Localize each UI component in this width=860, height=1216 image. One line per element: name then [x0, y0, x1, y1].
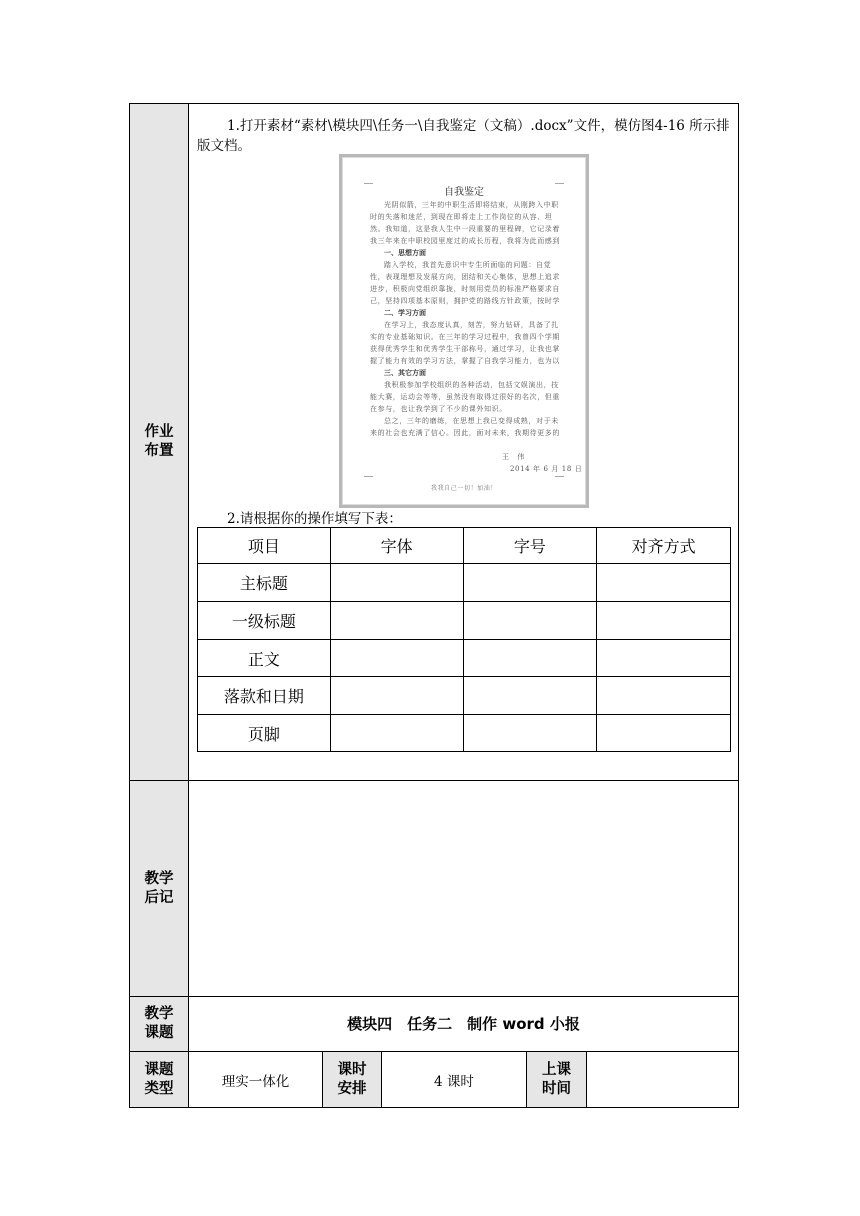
format-table-header-row	[198, 528, 731, 564]
topic-label-line1: 教学	[144, 1006, 174, 1022]
preview-sign-date: 2014 年 6 月 18 日	[510, 465, 583, 473]
hours-value-cell	[381, 1051, 527, 1108]
table-row	[198, 602, 731, 640]
time-label-line1: 上课	[542, 1061, 571, 1078]
table-row	[198, 677, 731, 715]
header-size: 字号	[463, 528, 597, 564]
homework-label-line2: 布置	[144, 443, 174, 459]
row-label-body: 正文	[198, 640, 331, 677]
topic-title: 模块四 任务二 制作 word 小报	[347, 1014, 580, 1033]
instruction-2: 2.请根据你的操作填写下表：	[227, 511, 402, 527]
table-row	[198, 564, 731, 602]
type-label-line2: 类型	[144, 1080, 174, 1097]
time-value-cell[interactable]	[586, 1051, 739, 1108]
hours-label-line1: 课时	[337, 1061, 367, 1078]
table-cell[interactable]	[330, 602, 463, 640]
type-label-line1: 课题	[144, 1061, 174, 1078]
time-label-cell	[526, 1051, 587, 1108]
hours-value: 4 课时	[434, 1073, 474, 1090]
homework-content-cell	[188, 103, 739, 781]
type-value: 理实一体化	[221, 1073, 290, 1090]
preview-heading-3: 三、其它方面	[384, 368, 426, 377]
type-value-cell	[188, 1051, 323, 1108]
topic-label-cell	[129, 996, 189, 1052]
table-cell[interactable]	[330, 564, 463, 602]
table-row	[198, 640, 731, 677]
notes-content-cell[interactable]	[188, 780, 739, 997]
preview-para-1: 踏入学校，我首先意识中专生所面临的问题：自觉性，表现理想及发展方向，团结和关心集体，思想上追求进步，积极向党组织靠拢，时刻用党员的标准严格要求自己，坚持四项基本原则，拥护党的路线方针政策，按时学	[370, 261, 560, 305]
table-cell[interactable]	[330, 677, 463, 715]
type-label-cell	[129, 1051, 189, 1108]
table-cell[interactable]	[330, 715, 463, 752]
preview-title: 自我鉴定	[444, 187, 484, 198]
preview-para-3: 我积极参加学校组织的各种活动，包括文娱演出，技能大赛，运动会等等，虽然没有取得过很好的名次，但重在参与，也让我学到了不少的课外知识。	[370, 381, 560, 413]
preview-intro: 光阴似箭，三年的中职生活即将结束，从刚跨入中职时的失落和迷茫，到现在即将走上工作岗位的从容、坦然。我知道，这是我人生中一段重要的里程碑，它记录着我三年来在中职校园里度过的成长历程，我将为此而感到	[370, 201, 560, 245]
row-label-footer: 页脚	[198, 715, 331, 752]
table-cell[interactable]	[597, 715, 731, 752]
homework-label-line1: 作业	[144, 424, 174, 440]
table-cell[interactable]	[330, 640, 463, 677]
preview-sign-name: 王 伟	[502, 453, 525, 461]
header-alignment: 对齐方式	[597, 528, 731, 564]
preview-para-2: 在学习上，我态度认真，刻苦，努力钻研，具备了扎实的专业基础知识。在三年的学习过程中，我曾四个学期获得优秀学生和优秀学生干部称号，通过学习，让我也掌握了能力有效的学习方法，掌握了自我学习能力，也为以	[370, 321, 560, 365]
table-cell[interactable]	[597, 640, 731, 677]
header-item: 项目	[198, 528, 331, 564]
instruction-1: 1.打开素材“素材\模块四\任务一\自我鉴定（文稿）.docx”文件，模仿图4-16 所示排版文档。	[197, 118, 730, 154]
notes-label-line2: 后记	[144, 889, 174, 906]
table-cell[interactable]	[597, 602, 731, 640]
preview-footer: 我我自己一切！加油！	[430, 485, 497, 492]
topic-label-line2: 课题	[144, 1025, 174, 1041]
table-cell[interactable]	[463, 715, 597, 752]
preview-para-4: 总之，三年的磨练，在思想上我已变得成熟，对于未来的社会也充满了信心。因此，面对未来，我期待更多的	[370, 417, 560, 437]
row-label-level1-heading: 一级标题	[198, 602, 331, 640]
table-cell[interactable]	[463, 677, 597, 715]
table-cell[interactable]	[463, 602, 597, 640]
document-preview-image	[339, 154, 589, 508]
homework-label-cell	[129, 103, 189, 781]
header-font: 字体	[330, 528, 463, 564]
table-cell[interactable]	[463, 640, 597, 677]
format-table	[197, 527, 731, 752]
hours-label-line2: 安排	[337, 1080, 367, 1097]
preview-heading-1: 一、思想方面	[384, 248, 426, 257]
hours-label-cell	[322, 1051, 382, 1108]
topic-value-cell	[188, 996, 739, 1052]
preview-heading-2: 二、学习方面	[384, 308, 426, 317]
notes-label-cell	[129, 780, 189, 997]
row-label-signature-date: 落款和日期	[198, 677, 331, 715]
table-row	[198, 715, 731, 752]
time-label-line2: 时间	[542, 1080, 571, 1097]
notes-label-line1: 教学	[144, 870, 174, 887]
table-cell[interactable]	[597, 677, 731, 715]
table-cell[interactable]	[463, 564, 597, 602]
table-cell[interactable]	[597, 564, 731, 602]
row-label-main-title: 主标题	[198, 564, 331, 602]
